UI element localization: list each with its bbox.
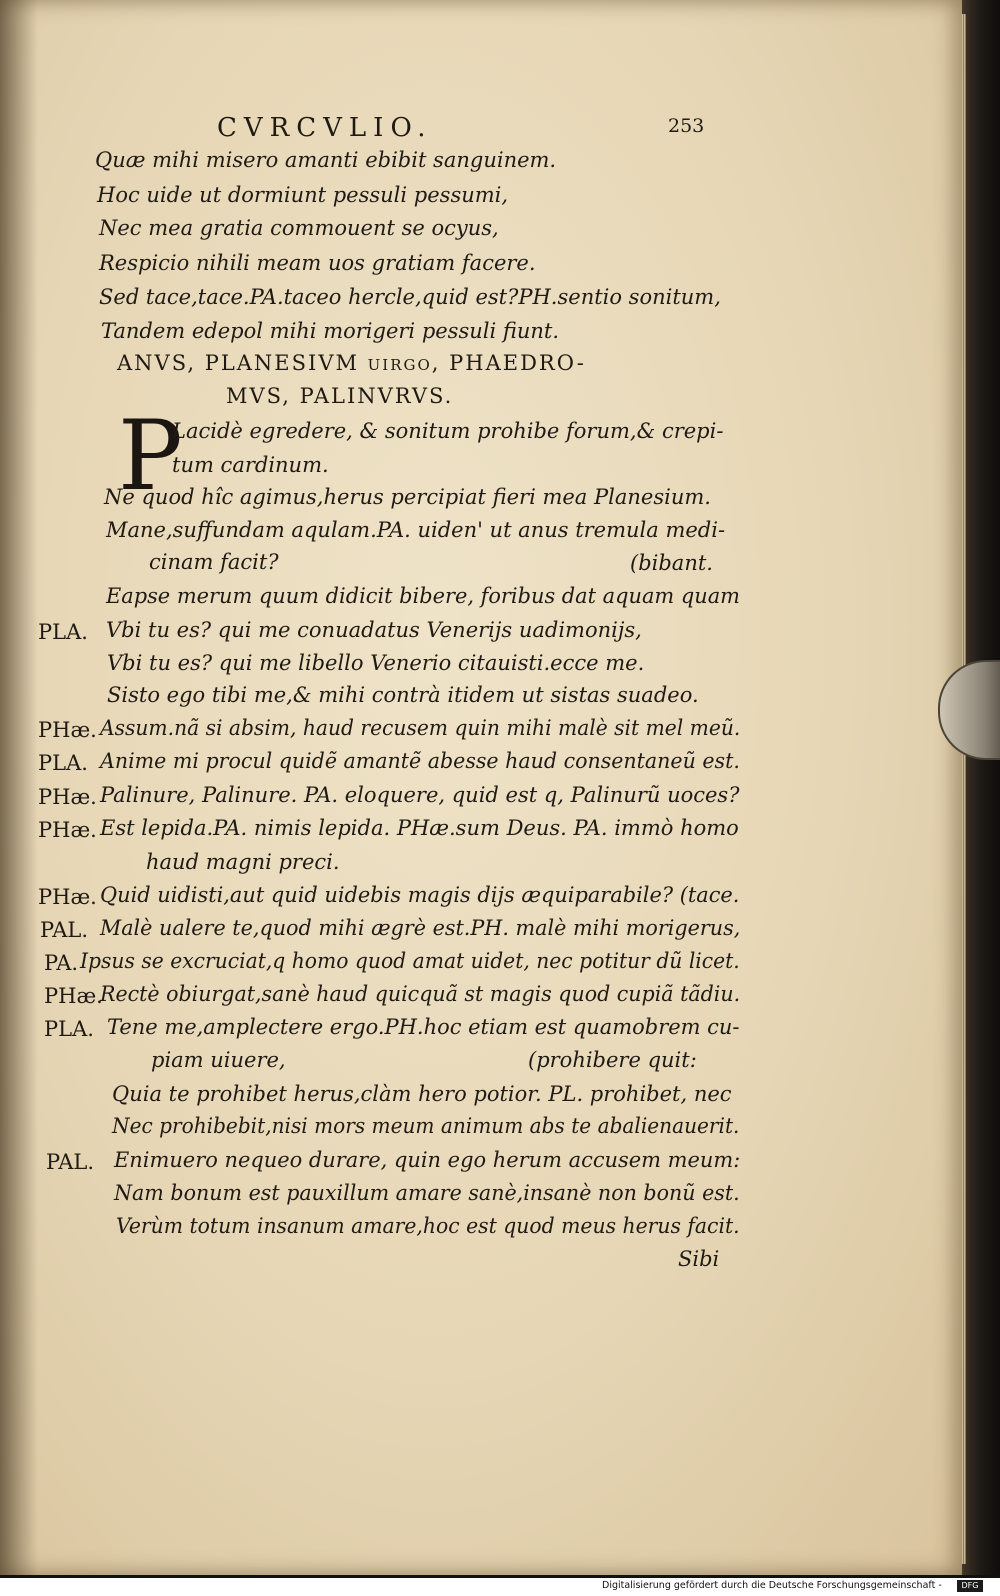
verse-line: Tandem edepol mihi morigeri pessuli fiunt. [101, 319, 560, 343]
speech-line: Quia te prohibet herus,clàm hero potior. PL. prohibet, nec [112, 1082, 732, 1106]
speech-line: Ne quod hîc agimus,herus percipiat fieri mea Planesium. [104, 485, 711, 509]
speaker-label: PLA. [44, 1017, 94, 1041]
speaker-label: PHæ. [44, 984, 103, 1008]
speech-line: Eapse merum quum didicit bibere, foribus dat aquam quam [106, 584, 740, 608]
speech-line: Ipsus se excruciat,q homo quod amat uidet, nec potitur dũ licet. [80, 949, 740, 973]
speech-line: piam uiuere, [151, 1048, 286, 1072]
running-title: CVRCVLIO. [217, 113, 433, 143]
speech-line: Tene me,amplectere ergo.PH.hoc etiam est quamobrem cu- [107, 1015, 740, 1039]
speech-line: Malè ualere te,quod mihi ægrè est.PH. malè mihi morigerus, [100, 916, 741, 940]
footer-credit: Digitalisierung gefördert durch die Deutsche Forschungsgemeinschaft - [602, 1580, 942, 1591]
speaker-label: PHæ. [38, 718, 97, 742]
speaker-label: PLA. [38, 751, 88, 775]
catchword: Sibi [678, 1247, 720, 1271]
speech-line: Enimuero nequeo durare, quin ego herum accusem meum: [114, 1148, 741, 1172]
verse-line: Hoc uide ut dormiunt pessuli pessumi, [97, 183, 509, 207]
speech-line: Vbi tu es? qui me conuadatus Venerijs uadimonijs, [106, 618, 642, 642]
verse-line: Respicio nihili meam uos gratiam facere. [99, 251, 536, 275]
speech-line: Vbi tu es? qui me libello Venerio citauisti.ecce me. [107, 651, 645, 675]
speech-line: cinam facit? [149, 550, 279, 574]
speaker-label: PLA. [38, 620, 88, 644]
page-gutter-shadow [0, 0, 38, 1575]
speech-line: Rectè obiurgat,sanè haud quicquã st magis quod cupiã tãdiu. [100, 982, 741, 1006]
speaker-label: PHæ. [38, 885, 97, 909]
speaker-label: PHæ. [38, 785, 97, 809]
speech-line: Sisto ego tibi me,& mihi contrà itidem ut sistas suadeo. [107, 683, 699, 707]
verse-line: Nec mea gratia commouent se ocyus, [99, 216, 499, 240]
drop-cap-initial: P [118, 400, 183, 512]
speech-line: Nec prohibebit,nisi mors meum animum abs te abalienauerit. [112, 1114, 740, 1138]
dfg-logo: DFG [957, 1580, 983, 1592]
speech-line: Anime mi procul quidẽ amantẽ abesse haud consentaneũ est. [100, 749, 740, 773]
speech-line: Verùm totum insanum amare,hoc est quod meus herus facit. [116, 1214, 740, 1238]
speech-line: tum cardinum. [172, 453, 329, 477]
speech-line: Est lepida.PA. nimis lepida. PHæ.sum Deus. PA. immò homo [100, 816, 739, 840]
page-number: 253 [668, 115, 705, 137]
verse-line: Quæ mihi misero amanti ebibit sanguinem. [95, 148, 557, 172]
speech-line: Nam bonum est pauxillum amare sanè,insanè non bonũ est. [114, 1181, 740, 1205]
scene-heading-line1: ANVS, PLANESIVM uirgo, PHAEDRO- [117, 351, 586, 375]
speech-line: Mane,suffundam aqulam.PA. uiden' ut anus tremula medi- [106, 518, 726, 542]
speech-line: Quid uidisti,aut quid uidebis magis dijs æquiparabile? (tace. [100, 883, 740, 907]
speech-line: Assum.nã si absim, haud recusem quin mihi malè sit mel meũ. [100, 716, 741, 740]
speaker-label: PA. [44, 951, 79, 975]
speech-line: Lacidè egredere, & sonitum prohibe forum,& crepi- [172, 419, 724, 443]
speech-line: Palinure, Palinure. PA. eloquere, quid est q, Palinurũ uoces? [100, 783, 740, 807]
speaker-label: PHæ. [38, 818, 97, 842]
verse-line: Sed tace,tace.PA.taceo hercle,quid est?PH.sentio sonitum, [99, 285, 721, 309]
speaker-label: PAL. [46, 1150, 94, 1174]
speech-line-turnover: (bibant. [630, 551, 713, 575]
speaker-label: PAL. [40, 918, 88, 942]
scene-heading-line2: MVS, PALINVRVS. [226, 384, 454, 408]
speech-line: haud magni preci. [146, 850, 340, 874]
speech-line-turnover: (prohibere quit: [528, 1048, 697, 1072]
